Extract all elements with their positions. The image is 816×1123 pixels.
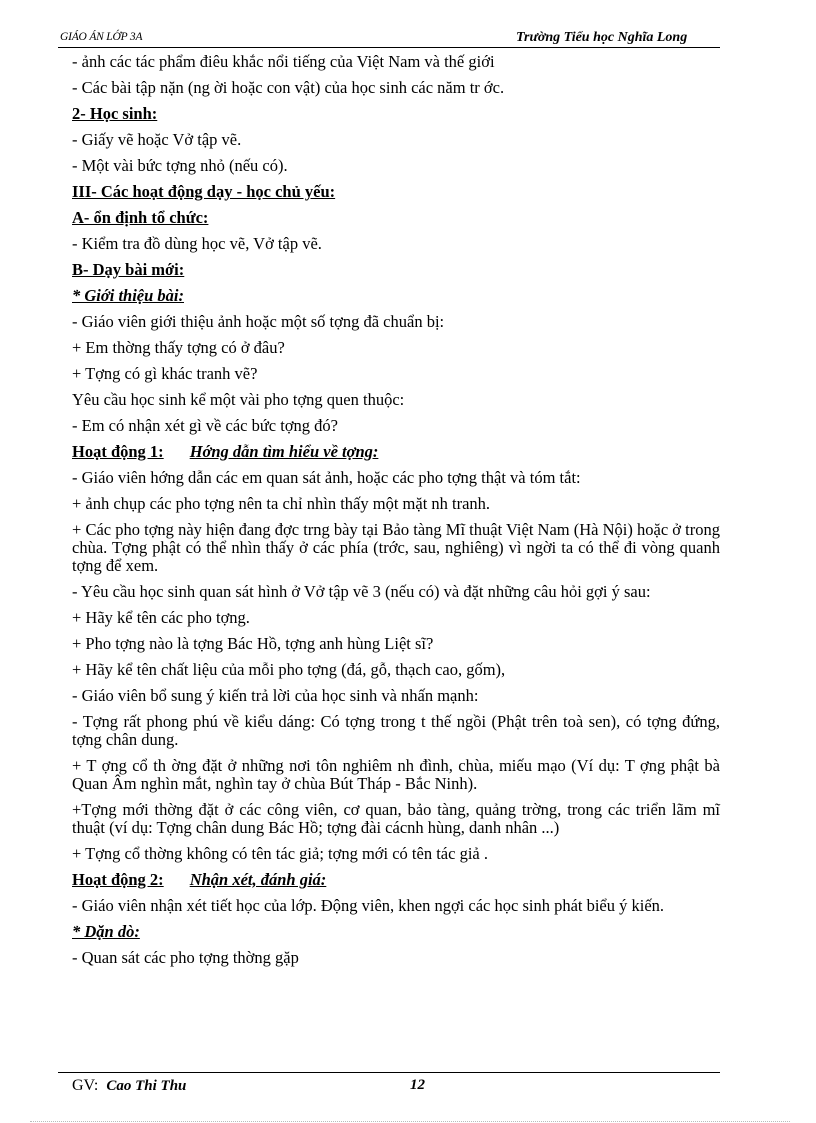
lesson-body [72, 53, 720, 967]
text-paragraph: - Tợng rất phong phú về kiểu dáng: Có tợng trong t thế ngồi (Phật trên toà sen), có tợng đứng, tợng chân dung. [72, 712, 720, 749]
section-heading: B- Dạy bài mới: [72, 260, 185, 279]
text-line: - Kiểm tra đồ dùng học vẽ, Vở tập vẽ. [72, 234, 322, 253]
text-line: + Pho tợng nào là tợng Bác Hồ, tợng anh hùng Liệt sĩ? [72, 634, 434, 653]
activity-label: Hoạt động 1: [72, 442, 164, 461]
activity-heading [72, 443, 720, 461]
text-paragraph: - Yêu cầu học sinh quan sát hình ở Vở tập vẽ 3 (nếu có) và đặt những câu hỏi gợi ý sau: [72, 582, 651, 601]
footer-rule [58, 1072, 720, 1073]
section-heading: 2- Học sinh: [72, 104, 158, 123]
activity-title: Hớng dẫn tìm hiểu về tợng: [189, 442, 379, 461]
text-line: + Hãy kể tên các pho tợng. [72, 608, 250, 627]
text-line: - Giáo viên hớng dẫn các em quan sát ảnh, hoặc các pho tợng thật và tóm tắt: [72, 468, 581, 487]
footer-gv-label: GV: [72, 1077, 99, 1094]
text-line: - Em có nhận xét gì về các bức tợng đó? [72, 416, 338, 435]
text-line: - ảnh các tác phẩm điêu khắc nổi tiếng của Việt Nam và thế giới [72, 52, 495, 71]
activity-label: Hoạt động 2: [72, 870, 164, 889]
text-line: - Giáo viên bổ sung ý kiến trả lời của học sinh và nhấn mạnh: [72, 686, 479, 705]
text-paragraph: - Giáo viên nhận xét tiết học của lớp. Động viên, khen ngợi các học sinh phát biểu ý kiến. [72, 896, 665, 915]
page-number: 12 [410, 1077, 425, 1093]
text-line: - Giáo viên giới thiệu ảnh hoặc một số tợng đã chuẩn bị: [72, 312, 445, 331]
text-line: + ảnh chụp các pho tợng nên ta chỉ nhìn thấy một mặt nh tranh. [72, 494, 491, 513]
header-rule [58, 47, 720, 48]
section-heading: A- ổn định tổ chức: [72, 208, 209, 227]
footer-teacher [72, 1077, 186, 1095]
text-line: + Hãy kể tên chất liệu của mỗi pho tợng (đá, gỗ, thạch cao, gốm), [72, 660, 506, 679]
section-heading: III- Các hoạt động dạy - học chủ yếu: [72, 182, 336, 201]
text-paragraph: +Tợng mới thờng đặt ở các công viên, cơ quan, bảo tàng, quảng trờng, trong các triển lãm mĩ thuật (ví dụ: Tợng chân dung Bác Hồ; tợng đài cácnh hùng, danh nhân ...) [72, 800, 720, 837]
text-line: + Em thờng thấy tợng có ở đâu? [72, 338, 285, 357]
text-line: - Các bài tập nặn (ng ời hoặc con vật) của học sinh các năm tr ớc. [72, 78, 505, 97]
text-line: - Quan sát các pho tợng thờng gặp [72, 948, 299, 967]
activity-title: Nhận xét, đánh giá: [189, 870, 327, 889]
text-line: + Tợng có gì khác tranh vẽ? [72, 364, 258, 383]
activity-heading [72, 871, 720, 889]
text-line: - Giấy vẽ hoặc Vở tập vẽ. [72, 130, 242, 149]
footer-teacher-name: Cao Thi Thu [106, 1078, 187, 1094]
section-heading: * Dặn dò: [72, 922, 140, 941]
header-class-label: GIÁO ÁN LỚP 3A [60, 31, 143, 43]
text-line: - Một vài bức tợng nhỏ (nếu có). [72, 156, 288, 175]
section-heading: * Giới thiệu bài: [72, 286, 184, 305]
text-line: Yêu cầu học sinh kể một vài pho tợng quen thuộc: [72, 390, 405, 409]
text-paragraph: + T ợng cổ th ờng đặt ở những nơi tôn nghiêm nh đình, chùa, miếu mạo (Ví dụ: T ợng phật bà Quan Âm nghìn mắt, nghìn tay ở chùa Bút Tháp - Bắc Ninh). [72, 756, 720, 793]
header-school-name: Trường Tiểu học Nghĩa Long [516, 30, 688, 45]
page-edge-dotted-line [30, 1121, 790, 1122]
text-line: + Tợng cổ thờng không có tên tác giả; tợng mới có tên tác giả . [72, 844, 488, 863]
text-paragraph: + Các pho tợng này hiện đang đợc trng bày tại Bảo tàng Mĩ thuật Việt Nam (Hà Nội) hoặc ở trong chùa. Tợng phật có thể nhìn thấy ở các phía (trớc, sau, nghiêng) vì ngời ta có thể đi vòng quanh tợng để xem. [72, 520, 720, 575]
